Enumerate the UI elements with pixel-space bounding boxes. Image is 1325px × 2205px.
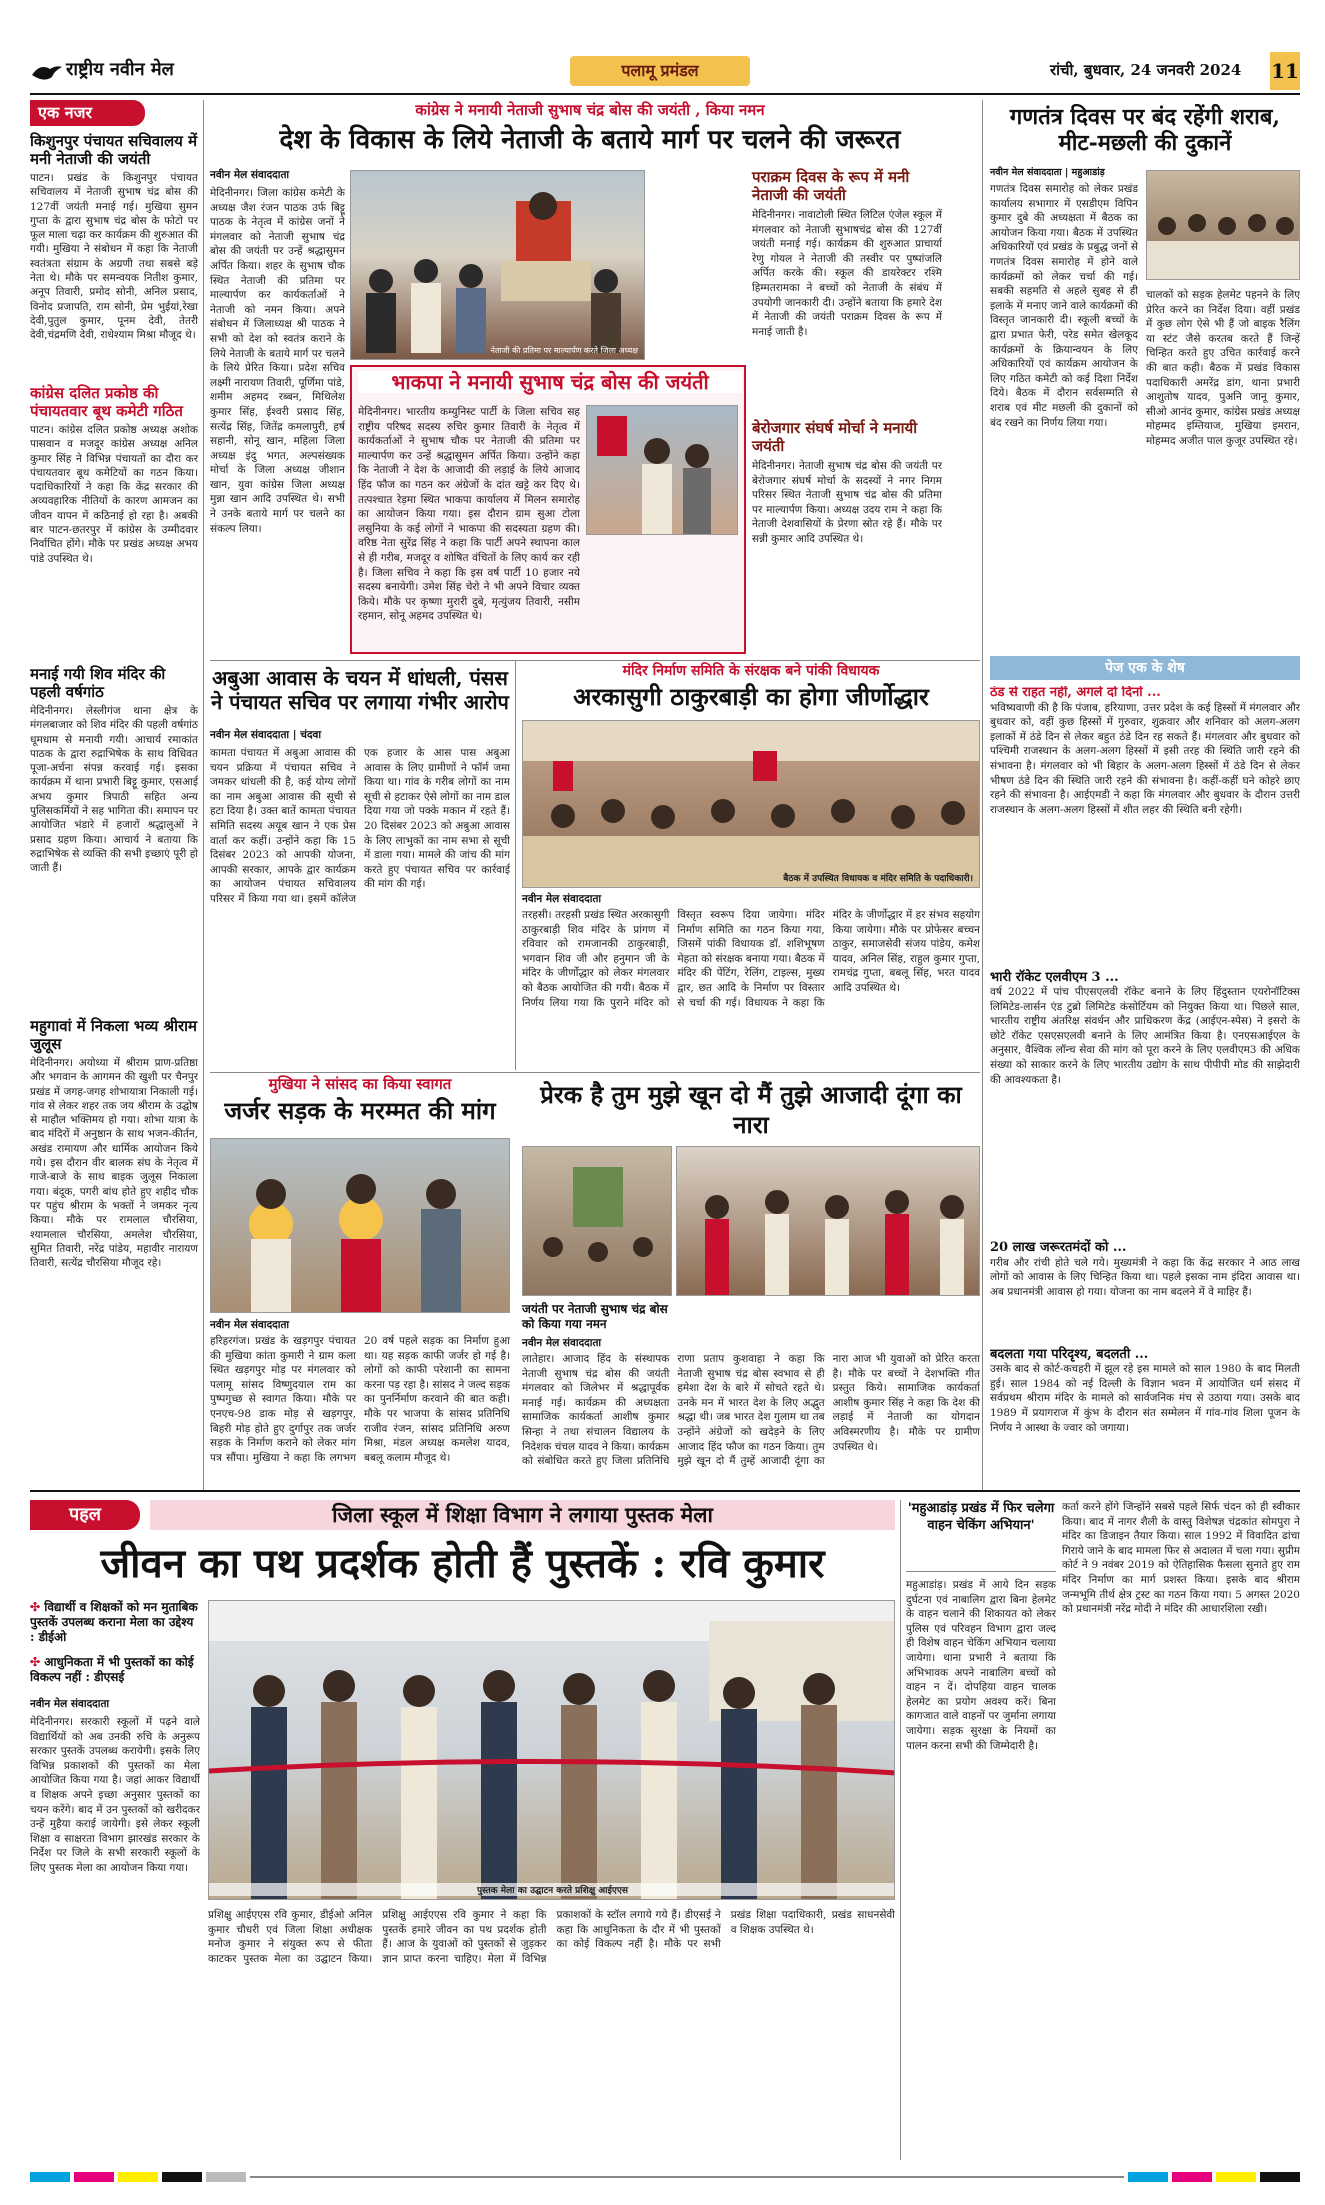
continuation-text: उसके बाद से कोर्ट-कचहरी में झूल रहे इस मामले को साल 1980 के बाद मिलती हुई। साल 1984 को नई दिल्ली के विज्ञान भवन में आयोजित धर्म संसद में सर्वप्रथम श्रीराम मंदिर के मामले को सार्वजनिक मंच से उठाया गया। उसके बाद 1989 में प्रयागराज में कुंभ के दौरान संत सम्मेलन में गांव-गांव शिला पूजन के निर्णय ने आस्था के ज्वार को जगाया।: [990, 1363, 1300, 1434]
column-divider: [982, 100, 983, 1490]
mukhiya-photo: [210, 1138, 510, 1313]
mukhiya-kicker: मुखिया ने सांसद का किया स्वागत: [268, 1075, 452, 1093]
vehicle-check-kicker: 'महुआडांड़ प्रखंड में फिर चलेगा वाहन चेकिंग अभियान': [907, 1501, 1055, 1533]
bottom-kicker-band: जिला स्कूल में शिक्षा विभाग ने लगाया पुस्तक मेला: [150, 1500, 895, 1530]
right-top-headline: गणतंत्र दिवस पर बंद रहेंगी शराब, मीट-मछली की दुकानें: [1009, 104, 1281, 156]
page-one-box-header: पेज एक के शेष: [990, 656, 1300, 680]
page-number-box: [1270, 52, 1300, 90]
mukhiya-headline: जर्जर सड़क के मरम्मत की मांग: [224, 1096, 496, 1125]
left-item-title: महुगावां में निकला भव्य श्रीराम जुलूस: [30, 1017, 198, 1053]
mandir-photo-caption: बैठक में उपस्थित विधायक व मंदिर समिति के पदाधिकारी।: [783, 874, 973, 884]
mukhiya-body: [210, 1318, 510, 1484]
masthead-logo: [30, 58, 206, 88]
prerak-text: लातेहार। आजाद हिंद के संस्थापक नेताजी सुभाष चंद्र बोस की जयंती मंगलवार को जिलेभर में श्रद्धापूर्वक मनाई गई। कार्यक्रम की अध्यक्षता सामाजिक कार्यकर्ता आशीष कुमार सिन्हा ने तथा संचालन विद्यालय के निदेशक चंचल यादव ने किया। कार्यक्रम को संबोधित करते हुए जिला प्रतिनिधि राणा प्रताप कुशवाहा ने कहा कि नेताजी सुभाष चंद्र बोस स्वभाव से ही हमेशा देश के बारे में सोचते रहते थे। उनके मन में भारत देश के लिए अद्भुत श्रद्धा थी। जब भारत देश गुलाम था तब उन्होंने अंग्रेजों को खदेड़ने के लिए आजाद हिंद फौज का गठन किया। तुम मुझे खून दो मैं तुम्हें आजादी दूंगा का नारा आज भी युवाओं को प्रेरित करता है। मौके पर बच्चों ने देशभक्ति गीत प्रस्तुत किये। सामाजिक कार्यकर्ता आशीष कुमार सिंह ने कहा कि देश की लड़ाई में नेताजी का योगदान अविस्मरणीय है। मौके पर ग्रामीण उपस्थित थे।: [522, 1353, 980, 1468]
masthead: [30, 56, 1300, 96]
left-column-header: एक नजर: [30, 100, 145, 126]
bottom-text-2: प्रशिक्षु आईएएस रवि कुमार, डीईओ अनिल कुमार चौधरी एवं जिला शिक्षा अधीक्षक मनोज कुमार ने संयुक्त रूप से फीता काटकर पुस्तक मेला का उद्घाटन किया। प्रशिक्षु आईएएस रवि कुमार ने कहा कि पुस्तकें हमारे जीवन का पथ प्रदर्शक होती हैं। आज के युवाओं को पुस्तकों से जुड़कर ज्ञान प्राप्त करना चाहिए। मेला में विभिन्न प्रकाशकों के स्टॉल लगाये गये हैं। डीएसई ने कहा कि आधुनिकता के दौर में भी पुस्तकों का कोई विकल्प नहीं है। मौके पर सभी प्रखंड शिक्षा पदाधिकारी, प्रखंड साधनसेवी व शिक्षक उपस्थित थे।: [208, 1909, 895, 1965]
meeting-photo: [1146, 170, 1300, 280]
parakram-headline: पराक्रम दिवस के रूप में मनी नेताजी की जयंती: [752, 168, 910, 204]
prerak-photo-2: [676, 1146, 980, 1296]
awas-text: कामता पंचायत में अबुआ आवास की चयन प्रक्रिया में पंचायत सचिव ने जमकर धांधली की है, कई योग्य लोगों का नाम अबुआ आवास की सूची से हटा दिया है। उक्त बातें कामता पंचायत समिति सदस्य अयूब खान ने एक प्रेस वार्ता कर कहीं। उन्होंने कहा कि 15 दिसंबर 2023 को आपकी योजना, आपकी सरकार, आपके द्वार कार्यक्रम का आयोजन पंचायत सचिवालय परिसर में किया गया था। इसमें कॉलेज एक हजार के आस पास अबुआ आवास के लिए ग्रामीणों ने फॉर्म जमा किया था। गांव के गरीब लोगों का नाम सूची से हटाकर ऐसे लोगों का नाम डाल दिया गया जो पक्के मकान में रहते हैं। 20 दिसंबर 2023 को अबुआ आवास के लिए लाभुकों का नाम सभा से सूची में डाला गया। मामले की जांच की मांग करते हुए पंचायत सचिव पर कार्रवाई की मांग की गई।: [210, 747, 510, 905]
parakram-text: मेदिनीनगर। नावाटोली स्थित लिटिल एंजेल स्कूल में मंगलवार को नेताजी सुभाषचंद्र बोस की 127वीं जयंती मनाई गई। कार्यक्रम की शुरुआत प्राचार्या रेणु गोयल ने नेताजी की तस्वीर पर पुष्पांजलि अर्पित करके की। स्कूल की डायरेक्टर रश्मि हिम्मतरामका ने बच्चों को नेताजी के संबंध में उपयोगी जानकारी दी। उन्होंने बताया कि हमारे देश में नेताजी की जयंती पराक्रम दिवस के रूप में मनाई जाती है।: [752, 209, 942, 338]
bottom-tag: पहल: [30, 1500, 140, 1530]
prerak-photo-caption: जयंती पर नेताजी सुभाष चंद्र बोस को किया गया नमन: [522, 1302, 668, 1331]
column-divider: [203, 100, 204, 1490]
netaji-body: [210, 168, 345, 654]
bhakpa-headline: भाकपा ने मनायी सुभाष चंद्र बोस की जयंती: [358, 371, 742, 393]
continuation-title: बदलता गया परिदृश्य, बदलती ...: [990, 1346, 1149, 1362]
mukhiya-text: हरिहरगंज। प्रखंड के खड़गपुर पंचायत की मुखिया कांता कुमारी ने ग्राम कला स्थित खड़गपुर मोड़ पर मंगलवार को पलामू सांसद विष्णुदयाल राम का पुष्पगुच्छ से स्वागत किया। मौके पर एनएच-98 डाक मोड़ से खड़गपुर, बिहरी मोड़ होते हुए दुर्गापुर तक जर्जर सड़क के निर्माण कराने को लेकर मांग पत्र सौंपा। मुखिया ने कहा कि लगभग 20 वर्ष पहले सड़क का निर्माण हुआ था। यह सड़क काफी जर्जर हो गई है। लोगों को काफी परेशानी का सामना करना पड़ रहा है। सांसद ने जल्द सड़क का पुनर्निर्माण करवाने की बात कही। मौके पर भाजपा के सांसद प्रतिनिधि राजीव रंजन, सांसद प्रतिनिधि अरुण मिश्रा, मंडल अध्यक्ष कमलेश यादव, बबलू कलाम मौजूद थे।: [210, 1335, 510, 1464]
left-item-text: पाटन। कांग्रेस दलित प्रकोष्ठ अध्यक्ष अशोक पासवान व मजदूर कांग्रेस अध्यक्ष अनिल कुमार सिंह ने विभिन्न पंचायतों का दौरा कर पंचायतवार बूथ कमेटियों का गठन किया। पदाधिकारियों ने कहा कि केंद्र सरकार की अव्यवहारिक नीतियों के कारण आमजन का जीवन यापन में कठिनाई हो रहा है। अबकी बार पाटन-छतरपुर में कांग्रेस के उम्मीदवार निर्वाचित होंगे। मौके पर प्रखंड अध्यक्ष अभय पांडे उपस्थित थे।: [30, 424, 198, 565]
meeting-hall-image: [1147, 171, 1300, 280]
book-fair-photo-caption: पुस्तक मेला का उद्घाटन करते प्रशिक्षु आईएएस: [209, 1883, 895, 1896]
left-item-title: कांग्रेस दलित प्रकोष्ठ की पंचायतवार बूथ कमेटी गठित: [30, 384, 183, 420]
berojgar-text: मेदिनीनगर। नेताजी सुभाष चंद्र बोस की जयंती पर बेरोजगार संघर्ष मोर्चा के सदस्यों ने नगर निगम परिसर स्थित नेताजी सुभाष चंद्र बोस की प्रतिमा पर माल्यार्पण किया। अध्यक्ष उदय राम ने कहा कि नेताजी देशवासियों के प्रेरणा स्रोत रहे हैं। मौके पर सन्नी कुमार आदि उपस्थित थे।: [752, 460, 942, 545]
bottom-left-body: [30, 1600, 200, 2160]
netaji-byline: नवीन मेल संवाददाता: [210, 169, 290, 181]
vehicle-check-box: [906, 1500, 1056, 1572]
color-swatch: [74, 2172, 114, 2182]
awas-body: [210, 728, 510, 1068]
left-item: [30, 1017, 198, 1386]
bhakpa-box: [350, 365, 746, 654]
continuation-title: भारी रॉकेट एलवीएम 3 ...: [990, 969, 1119, 985]
section-rule: [210, 660, 980, 661]
color-swatch: [30, 2172, 70, 2182]
netaji-photo: [350, 170, 645, 360]
mp-welcome-image: [211, 1139, 510, 1313]
left-item-text: पाटन। प्रखंड के किशुनपुर पंचायत सचिवालय में नेताजी सुभाष चंद्र बोस की 127वीं जयंती मनाई गई। मुखिया सुमन गुप्ता के द्वारा सुभाष चंद्र बोस के फोटो पर फूल माला चढ़ा कर कार्यक्रम की शुरुआत की गयी। मुखिया ने संबोधन में कहा कि नेताजी स्वतंत्रता संग्राम के अग्रणी तथा सबसे बड़े नेता थे। मौके पर समन्वयक नितीश कुमार, अनूप तिवारी, प्रमोद सोनी, अनिल प्रसाद, विनोद प्रजापति, राम सोनी, प्रेम भुईयां,रेखा देवी,पुतुल कुमार, पूनम देवी, तेतरी देवी,चंद्रमणि देवी, राधेश्याम मिश्रा मौजूद थे।: [30, 172, 198, 342]
parakram-column: [652, 168, 758, 363]
left-item: [30, 665, 198, 1011]
color-swatch: [1260, 2172, 1300, 2182]
crowd-statue-image: [351, 171, 645, 360]
continuation-text: गरीब और रांची होते चले गये। मुख्यमंत्री ने कहा कि केंद्र सरकार ने आठ लाख लोगों को आवास के लिए चिन्हित किया था। पहले इसका नाम इंदिरा आवास था। अब प्रधानमंत्री आवास हो गया। योजना का नाम बदलने में वे माहिर हैं।: [990, 1256, 1300, 1298]
prerak-body: [522, 1302, 980, 1484]
bottom-byline: नवीन मेल संवाददाता: [30, 1698, 110, 1710]
date-line: रांची, बुधवार, 24 जनवरी 2024: [1050, 61, 1242, 79]
book-fair-photo: [208, 1600, 895, 1900]
netaji-photo-caption: नेताजी की प्रतिमा पर माल्यार्पण करते जिला अध्यक्ष: [490, 346, 638, 355]
color-swatch: [1128, 2172, 1168, 2182]
awas-headline: अबुआ आवास के चयन में धांधली, पंसस ने पंचायत सचिव पर लगाया गंभीर आरोप: [211, 666, 509, 714]
mandir-text: तरहसी। तरहसी प्रखंड स्थित अरकासुगी ठाकुरबाड़ी शिव मंदिर के प्रांगण में रविवार को रामजानकी ठाकुरबाड़ी, भगवान शिव जी और हनुमान जी के मंदिर के जीर्णोद्धार को लेकर मंगलवार को बैठक आयोजित की गयी। बैठक में निर्णय लिया गया कि पुराने मंदिर को विस्तृत स्वरूप दिया जायेगा। मंदिर निर्माण समिति का गठन किया गया, जिसमें पांकी विधायक डॉ. शशिभूषण मेहता को संरक्षक बनाया गया। बैठक में मंदिर की पेंटिंग, रेलिंग, टाइल्स, मुख्य द्वार, छत आदि के निर्माण पर विस्तार से चर्चा की गई। विधायक ने कहा कि मंदिर के जीर्णोद्धार में हर संभव सहयोग किया जायेगा। मौके पर प्रोफेसर बच्चन ठाकुर, समाजसेवी संजय पांडेय, कमेश यादव, अनिल सिंह, राहुल कुमार गुप्ता, रामचंद्र गुप्ता, बबलू सिंह, भरत यादव आदि उपस्थित थे।: [522, 909, 980, 1009]
section-rule: [210, 1072, 980, 1073]
students-gathering-image: [677, 1147, 980, 1296]
mandir-kicker: मंदिर निर्माण समिति के संरक्षक बने पांकी विधायक: [622, 663, 880, 679]
temple-meeting-image: [523, 721, 980, 888]
bottom-bullet-2: ✣ आधुनिकता में भी पुस्तकों का कोई विकल्प नहीं : डीएसई: [30, 1655, 194, 1684]
mandir-headline: अरकासुगी ठाकुरबाड़ी का होगा जीर्णोद्धार: [573, 682, 929, 711]
column-divider: [515, 660, 516, 1070]
mandir-byline: नवीन मेल संवाददाता: [522, 893, 602, 905]
bottom-headline: जीवन का पथ प्रदर्शक होती हैं पुस्तकें : रवि कुमार: [100, 1540, 825, 1587]
netaji-headline: देश के विकास के लिये नेताजी के बताये मार्ग पर चलने की जरूरत: [279, 125, 901, 155]
bird-logo-icon: [30, 61, 64, 85]
mandir-body: [522, 892, 980, 1068]
page-number: 11: [1271, 59, 1299, 83]
left-item-text: मेदिनीनगर। अयोध्या में श्रीराम प्राण-प्रतिष्ठा और भगवान के आगमन की खुशी पर चैनपुर प्रखंड में जगह-जगह शोभायात्रा निकाली गई। गांव से लेकर शहर तक जय श्रीराम के उद्घोष से माहौल भक्तिमय हो गया। शोभा यात्रा के बाद मंदिरों में अनुष्ठान के साथ भजन-कीर्तन, अखंड रामायण और धार्मिक आयोजन किये गये। इस दौरान वीर बालक संघ के नेतृत्व में गाजे-बाजे के साथ बाइक जुलूस निकाला गया। बंदूक, पगरी बांध होते हुए शहीद चौक पर पहुंच श्रीराम के भक्तों ने जमकर नृत्य किया। मौके पर रामलाल चौरसिया, श्यामलाल चौरसिया, अमलेश चौरसिया, सुमित तिवारी, नरेंद्र पांडेय, महावीर नारायण तिवारी, सत्येंद्र चौरसिया मौजूद रहे।: [30, 1057, 198, 1270]
masthead-rule: [30, 93, 1300, 95]
bottom-text: मेदिनीनगर। सरकारी स्कूलों में पढ़ने वाले विद्यार्थियों को अब उनकी रुचि के अनुरूप सरकार पुस्तकें उपलब्ध करायेगी। इसके लिए विभिन्न प्रकाशकों की पुस्तकों का मेला आयोजित किया गया है। जहां आकर विद्यार्थी व शिक्षक अपने इच्छा अनुसार पुस्तकों का चयन करेंगे। बाद में उन पुस्तकों को खरीदकर उन्हें मुहैया कराई जायेगी। इसे लेकर स्कूली शिक्षा व साक्षरता विभाग झारखंड सरकार के निर्देश पर जिले के सभी सरकारी स्कूलों के लिए पुस्तक मेला का आयोजन किया गया।: [30, 1716, 200, 1874]
color-swatch: [206, 2172, 246, 2182]
page-one-continuations: [990, 686, 1300, 1486]
registration-dots: [250, 2176, 1124, 2178]
prerak-byline: नवीन मेल संवाददाता: [522, 1337, 602, 1349]
right-top-text: गणतंत्र दिवस समारोह को लेकर प्रखंड कार्यालय सभागार में एसडीएम विपिन कुमार दुबे की अध्यक्षता में बैठक का आयोजन किया गया। बैठक में उपस्थित अधिकारियों एवं प्रखंड के प्रबुद्ध जनों से गणतंत्र दिवस समारोह में होने वाले कार्यक्रमों को लेकर चर्चा की गई। सबकी सहमति से अहले सुबह से ही इलाके में मनाए जाने वाले कार्यक्रमों की विस्तृत जानकारी दी। स्कूली बच्चों के द्वारा प्रभात फेरी, परेड समेत खेलकूद कार्यक्रमों के क्रियान्वयन के लिए अधिकारियों एवं कार्यक्रम आयोजन के लिए गठित कमेटी को कई दिशा निर्देश दिये। बैठक में दौरान सर्वसम्मति से शराब एवं मीट मछली की दुकानों को बंद रखने का निर्णय लिया गया।: [990, 183, 1138, 429]
ribbon-cutting-image: [209, 1601, 895, 1900]
vehicle-check-text: महुआडांड़। प्रखंड में आये दिन सड़क दुर्घटना एवं नाबालिग द्वारा बिना हेलमेट के वाहन चलाने की शिकायत को लेकर पुलिस एवं परिवहन विभाग द्वारा जल्द ही विशेष वाहन चेकिंग अभियान चलाया जायेगा। थाना प्रभारी ने बताया कि अभिभावक अपने नाबालिग बच्चों को वाहन न दें। दोपहिया वाहन चालक हेलमेट का प्रयोग अवश्य करें। बिना कागजात वाले वाहनों पर जुर्माना लगाया जायेगा। सड़क सुरक्षा के नियमों का पालन करना सभी की जिम्मेदारी है।: [906, 1579, 1056, 1752]
section-banner: [570, 56, 750, 86]
netaji-text: मेदिनीनगर। जिला कांग्रेस कमेटी के अध्यक्ष जैश रंजन पाठक उर्फ बिट्टू पाठक के नेतृत्व में कांग्रेस जनों ने मंगलवार को नेताजी सुभाष चंद्र बोस की जयंती पर उन्हें श्रद्धासुमन अर्पित किया। शहर के सुभाष चौक स्थित नेताजी की प्रतिमा पर माल्यार्पण कर कार्यकर्ताओं ने नेताजी को नमन किया। अपने संबोधन में जिलाध्यक्ष श्री पाठक ने सभी को देश को स्वतंत्र कराने के लिये नेताजी के बताये मार्ग पर चलने के लिये प्रेरित किया। प्रदेश सचिव लक्ष्मी नारायण तिवारी, पूर्णिमा पांडे, शमीम अहमद रब्बन, मिथिलेश कुमार सिंह, ईश्वरी प्रसाद सिंह, सत्येंद्र सिंह, जितेंद्र कमलापुरी, हर्ष सहानी, सोनू खान, महिला जिला अध्यक्ष इंदु भगत, अल्पसंख्यक मोर्चा के जिला अध्यक्ष जीशान खान, युवा कांग्रेस जिला अध्यक्ष मुन्ना खान आदि उपस्थित थे। सभी ने उनके बताये मार्ग पर चलने का संकल्प लिया।: [210, 187, 345, 535]
awas-byline: नवीन मेल संवाददाता | चंदवा: [210, 729, 322, 741]
left-item-title: मनाई गयी शिव मंदिर की पहली वर्षगांठ: [30, 665, 166, 701]
party-workers-image: [587, 406, 738, 535]
right-top-text-2: चालकों को सड़क हेलमेट पहनने के लिए प्रेरित करने का निर्देश दिया। वहीं प्रखंड में कुछ लोग ऐसे भी हैं जो बाइक रैलिंग या स्टंट जैसे करतब करते हैं जिन्हें चिन्हित करते हुए उचित कार्रवाई करने की बात कही। बैठक में प्रखंड विकास पदाधिकारी अमरेंद्र डांग, थाना प्रभारी आशुतोष यादव, पुअनि जानू कुमार, सीओ आनंद कुमार, कांग्रेस प्रखंड अध्यक्ष मोहम्मद इम्तियाज, मुखिया इमरान, मोहम्मद अजीत पाल कुजूर उपस्थित रहे।: [1146, 289, 1300, 447]
children-portrait-image: [523, 1147, 672, 1296]
netaji-kicker: कांग्रेस ने मनायी नेताजी सुभाष चंद्र बोस की जयंती , किया नमन: [415, 101, 765, 119]
parakram-story: [752, 168, 942, 654]
left-item-title: किशुनपुर पंचायत सचिवालय में मनी नेताजी की जयंती: [30, 132, 198, 168]
column-divider: [900, 1500, 901, 2160]
print-registration-bar: [30, 2170, 1300, 2184]
continuation-text: वर्ष 2022 में पांच पीएसएलवी रॉकेट बनाने के लिए हिंदुस्तान एयरोनॉटिक्स लिमिटेड-लार्सन एंड टुब्रो लिमिटेड कंसोर्टियम को नियुक्त किया था। पिछले साल, भारतीय राष्ट्रीय अंतरिक्ष संवर्धन और प्राधिकरण केंद्र (आईएन-स्पेस) ने इसरो के छोटे रॉकेट एसएसएलवी बनाने के लिए आमंत्रित किया है। एनएसआईएल के अनुसार, वैश्विक लॉन्च सेवा की मांग को पूरा करने के लिए एलवीएम3 की अधिक संख्या को साकार करने के लिए भारतीय उद्योग के साथ पीपीपी मोड की साझेदारी की आवश्यकता है।: [990, 986, 1300, 1086]
color-swatch: [118, 2172, 158, 2182]
prerak-photo-1: [522, 1146, 672, 1296]
mandir-photo: [522, 720, 980, 888]
left-item-text: मेदिनीनगर। लेस्लीगंज थाना क्षेत्र के मंगलबाजार को शिव मंदिर की पहली वर्षगांठ धूमधाम से मनायी गयी। आचार्य रमाकांत पाठक के द्वारा रुद्राभिषेक के साथ विधिवत पूजा-अर्चना संपन्न करवाई गई। इसका कार्यक्रम में थाना प्रभारी बिट्टू कुमार, एसआई अभय कुमार त्रिपाठी सहित अन्य पुलिसकर्मियों ने सह भागिता की। समापन पर आयोजित भंडारे में हजारों श्रद्धालुओं ने प्रसाद ग्रहण किया। आचार्य ने बताया कि रुद्राभिषेक से व्यक्ति की सभी इच्छाएं पूरी हो जाती हैं।: [30, 705, 198, 875]
bottom-bullet-1: ✣ विद्यार्थी व शिक्षकों को मन मुताबिक पुस्तकें उपलब्ध कराना मेला का उद्देश्य : डीईओ: [30, 1600, 198, 1644]
berojgar-headline: बेरोजगार संघर्ष मोर्चा ने मनायी जयंती: [752, 419, 918, 455]
right-top-body: [990, 165, 1138, 645]
left-item: [30, 384, 198, 659]
continuation-text: भविष्यवाणी की है कि पंजाब, हरियाणा, उत्तर प्रदेश के कई हिस्सों में मंगलवार और बुधवार को, वहीं कुछ हिस्सों में गुरुवार, शुक्रवार और शनिवार को अलग-अलग इलाकों में ठंडे दिन से लेकर बहुत ठंडे दिन रह सकते हैं। मंगलवार और बुधवार को पश्चिमी राजस्थान के अलग-अलग हिस्सों में इसी तरह की स्थिति जारी रहने की संभावना है। मंगलवार को भी बिहार के अलग-अलग हिस्सों में ठंडे दिन से लेकर भीषण ठंडे दिन की स्थिति जारी रहने की संभावना है। कहीं-कहीं घने कोहरे छाए रहने की संभावना है। आईएमडी ने कहा कि मंगलवार और बुधवार के दौरान उत्तरी राजस्थान के अलग-अलग हिस्सों में शीत लहर की स्थिति बनी रहेगी।: [990, 701, 1300, 816]
left-column: [30, 100, 198, 1485]
bottom-section-rule: [30, 1490, 1300, 1492]
bullet-icon: ✣: [30, 1655, 45, 1669]
prerak-headline: प्रेरक है तुम मुझे खून दो मैं तुझे आजादी दूंगा का नारा: [540, 1080, 962, 1139]
section-name: पलामू प्रमंडल: [621, 61, 699, 80]
bhakpa-text: मेदिनीनगर। भारतीय कम्युनिस्ट पार्टी के जिला सचिव सह राष्ट्रीय परिषद सदस्य रुचिर कुमार तिवारी के नेतृत्व में कार्यकर्ताओं ने सुभाष चौक पर नेताजी की प्रतिमा पर माल्यार्पण कर उन्हें श्रद्धासुमन अर्पित किया। उन्होंने कहा कि नेताजी ने देश के आजादी की लड़ाई के लिये आजाद हिंद फौज का गठन कर अंग्रेजों के दांत खट्टे कर दिए थे। तत्पश्चात रेड़मा स्थित भाकपा कार्यालय में मिलन समारोह का आयोजन किया गया। इस दौरान ग्राम सुआ टोला लसुनिया के कई लोगों ने भाकपा की सदस्यता ग्रहण की। वरिष्ठ नेता सुरेंद्र सिंह ने कहा कि पार्टी अपने स्थापना काल से ही गरीब, मजदूर व शोषित वंचितों के लिए कार्य कर रही है। जिला सचिव ने कहा कि इस वर्ष पार्टी 10 हजार नये सदस्य बनायेगी। उमेश सिंह चेरो ने भी अपने विचार व्यक्त किये। मौके पर कृष्णा मुरारी दुबे, मृत्युंजय तिवारी, नसीम रहमान, सोनू अहमद उपस्थित थे।: [358, 406, 580, 623]
bhakpa-photo: [586, 405, 738, 535]
continuation-title: 20 लाख जरूरतमंदों को ...: [990, 1240, 1127, 1256]
left-item: [30, 132, 198, 378]
right-top-byline: नवीन मेल संवाददाता | महुआडांड़: [990, 167, 1105, 178]
paper-name: राष्ट्रीय नवीन मेल: [66, 59, 174, 80]
color-swatch: [1172, 2172, 1212, 2182]
bottom-right-text: कर्ता करने होंगे जिन्होंने सबसे पहले सिर्फ चंदन को ही स्वीकार किया। बाद में नागर शैली के वास्तु विशेषज्ञ चंद्रकांत सोमपुरा ने मंदिर का डिजाइन तैयार किया। साल 1992 में विवादित ढांचा गिराये जाने के बाद मामला फिर से अदालत में चला गया। सुप्रीम कोर्ट ने 9 नवंबर 2019 को ऐतिहासिक फैसला सुनाते हुए राम मंदिर निर्माण का मार्ग प्रशस्त किया। इसके बाद श्रीराम जन्मभूमि तीर्थ क्षेत्र ट्रस्ट का गठन किया गया। 5 अगस्त 2020 को प्रधानमंत्री नरेंद्र मोदी ने मंदिर की आधारशिला रखी।: [1062, 1501, 1300, 1616]
bullet-icon: ✣: [30, 1600, 45, 1614]
continuation-title: ठंड से राहत नहीं, अगले दो दिनों ...: [990, 686, 1161, 700]
color-swatch: [1216, 2172, 1256, 2182]
color-swatch: [162, 2172, 202, 2182]
mukhiya-byline: नवीन मेल संवाददाता: [210, 1319, 290, 1331]
